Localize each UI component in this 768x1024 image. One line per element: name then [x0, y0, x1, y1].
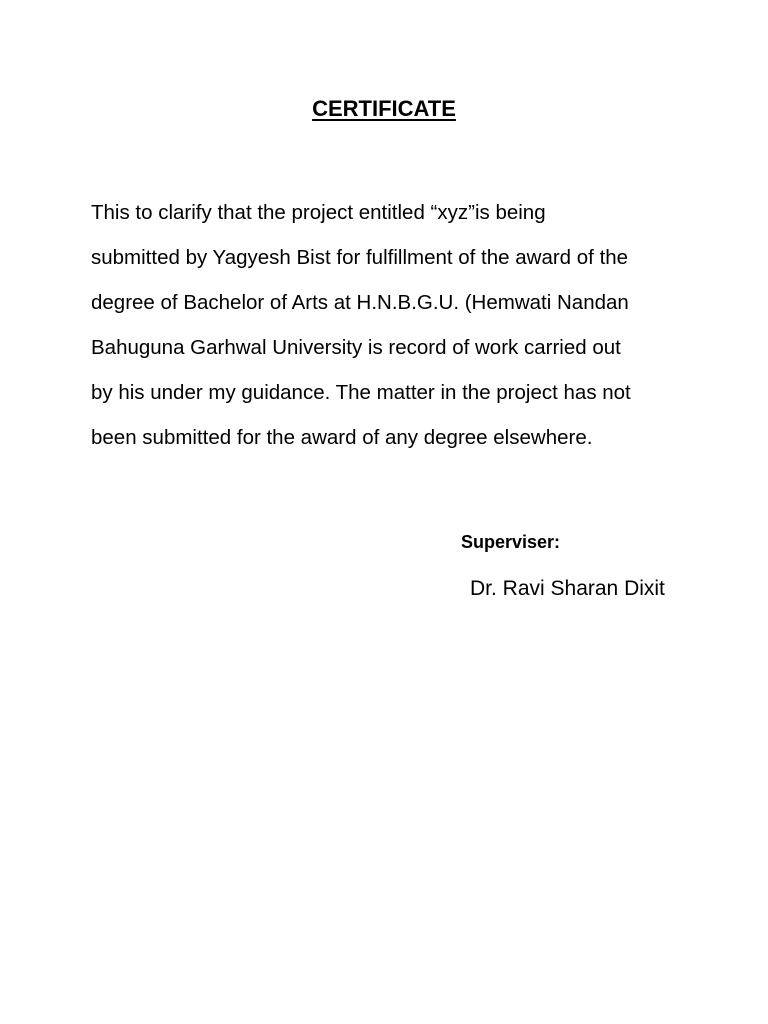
body-line: This to clarify that the project entitled “xyz”is being — [91, 201, 546, 224]
certificate-body — [91, 190, 691, 460]
body-line: been submitted for the award of any degree elsewhere. — [91, 426, 593, 449]
body-line: submitted by Yagyesh Bist for fulfillment of the award of the — [91, 246, 629, 269]
certificate-title: CERTIFICATE — [312, 96, 456, 121]
supervisor-name: Dr. Ravi Sharan Dixit — [470, 577, 665, 600]
body-line: degree of Bachelor of Arts at H.N.B.G.U. (Hemwati Nandan — [91, 291, 629, 314]
body-line: by his under my guidance. The matter in the project has not — [91, 381, 631, 404]
supervisor-label: Superviser: — [461, 532, 561, 552]
body-line: Bahuguna Garhwal University is record of work carried out — [91, 336, 621, 359]
